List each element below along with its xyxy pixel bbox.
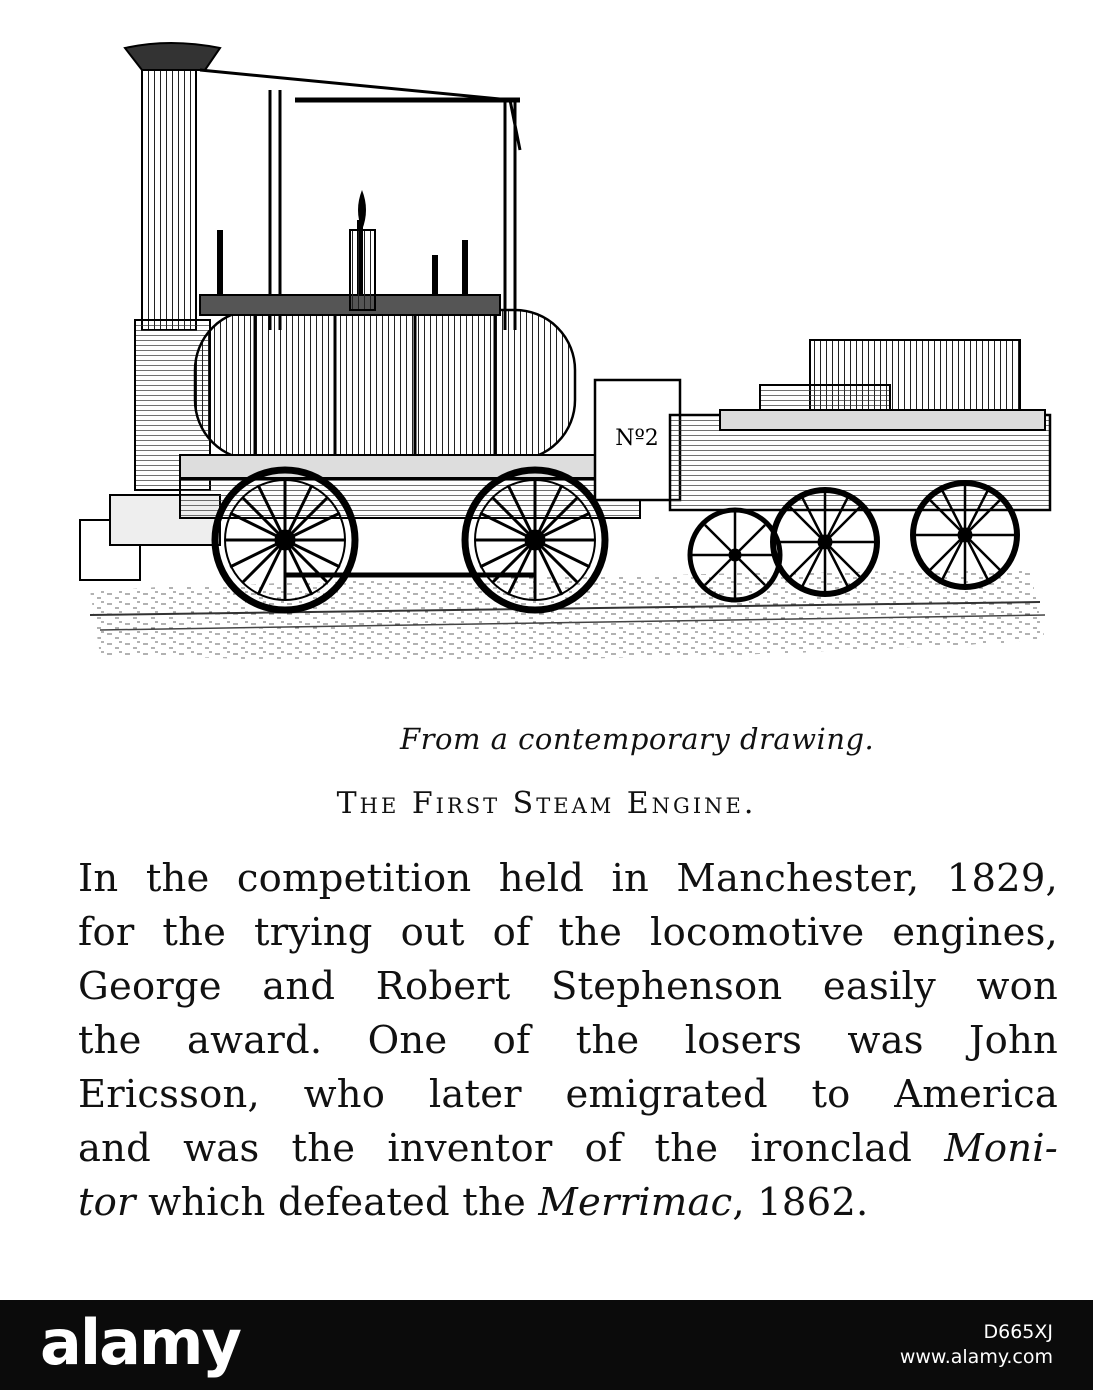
body-line: In the competition held in Manchester, 1829, [78, 856, 1058, 901]
site-url: www.alamy.com [899, 1346, 1053, 1368]
body-line [78, 1176, 1058, 1230]
locomotive-engraving-icon [70, 30, 1060, 700]
body-line: the award. One of the losers was John [78, 1018, 1058, 1063]
alamy-logo: alamy [40, 1306, 240, 1379]
body-text-run: , 1862. [732, 1180, 869, 1225]
body-line: George and Robert Stephenson easily won [78, 964, 1058, 1009]
body-line [78, 1122, 1058, 1176]
page-title: The First Steam Engine. [336, 786, 757, 821]
plate-label: Nº2 [615, 426, 659, 451]
body-text-run: which defeated the [135, 1180, 539, 1225]
image-id-block [900, 1320, 1053, 1370]
ship-name-monitor: Moni- [944, 1126, 1058, 1171]
body-text-run: and was the inventor of the ironclad [78, 1126, 945, 1171]
image-id: D665XJ [983, 1321, 1053, 1343]
body-paragraph [78, 852, 1058, 1230]
body-line: Ericsson, who later emigrated to America [78, 1072, 1058, 1117]
figure-caption: From a contemporary drawing. [400, 722, 875, 756]
ship-name-merrimac: Merrimac [538, 1180, 733, 1225]
ship-name-monitor-end: tor [78, 1180, 136, 1225]
body-line: for the trying out of the locomotive engines, [78, 910, 1058, 955]
